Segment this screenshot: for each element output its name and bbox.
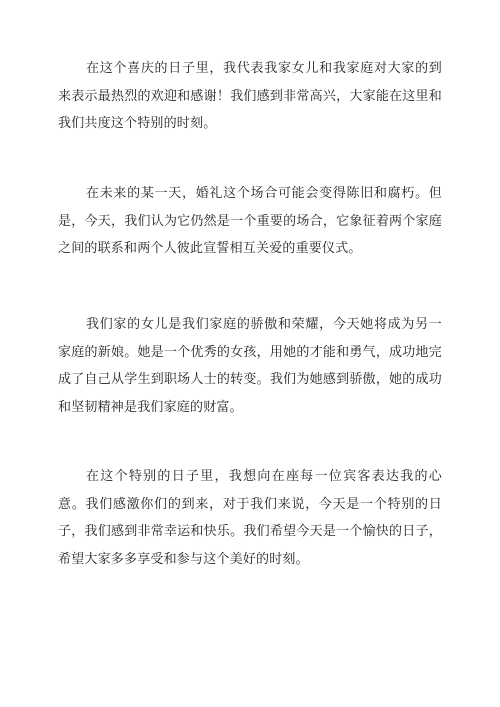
paragraph-wedding-significance: 在未来的某一天，婚礼这个场合可能会变得陈旧和腐朽。但是，今天，我们认为它仍然是一个重要的场合，它象征着两个家庭之间的联系和两个人彼此宣誓相互关爱的重要仪式。 [58,186,442,256]
paragraph-welcome: 在这个喜庆的日子里，我代表我家女儿和我家庭对大家的到来表示最热烈的欢迎和感谢！我们感到非常高兴，大家能在这里和我们共度这个特别的时刻。 [58,61,442,131]
paragraph-gratitude: 在这个特别的日子里，我想向在座每一位宾客表达我的心意。我们感激你们的到来，对于我们来说，今天是一个特别的日子，我们感到非常幸运和快乐。我们希望今天是一个愉快的日子，希望大家多多享受和参与这个美好的时刻。 [58,469,442,567]
paragraph-daughter-pride: 我们家的女儿是我们家庭的骄傲和荣耀，今天她将成为另一家庭的新娘。她是一个优秀的女孩，用她的才能和勇气，成功地完成了自己从学生到职场人士的转变。我们为她感到骄傲，她的成功和坚韧精神是我们家庭的财富。 [58,317,442,415]
